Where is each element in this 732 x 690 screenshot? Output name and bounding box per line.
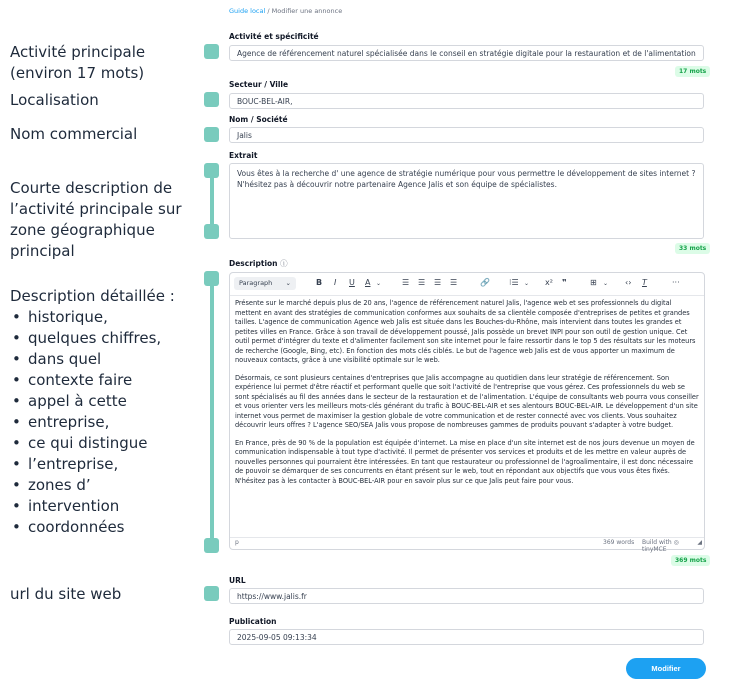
annotation-item: • l’entreprise, — [24, 454, 175, 475]
activite-input[interactable]: Agence de référencement naturel spécialisée dans le conseil en stratégie digitale pour la restauration et de l'alimentation — [229, 45, 704, 61]
justify-icon[interactable]: ☰ — [450, 278, 458, 287]
annotation-activite-line2: (environ 17 mots) — [10, 64, 145, 82]
bullet-list-icon[interactable]: ⁝☰ — [509, 278, 519, 287]
annotation-extrait-line1: Courte description de — [10, 179, 173, 197]
table-icon[interactable]: ⊞ — [590, 278, 597, 287]
chevron-down-icon[interactable]: ⌄ — [524, 280, 530, 287]
description-editor[interactable] — [229, 272, 705, 553]
annotation-item: • dans quel — [24, 349, 175, 370]
publication-input[interactable]: 2025-09-05 09:13:34 — [229, 629, 704, 645]
annotation-item: • historique, — [24, 307, 175, 328]
info-icon[interactable]: ⓘ — [280, 259, 288, 268]
breadcrumb-home-link[interactable]: Guide local — [229, 7, 266, 15]
tinymce-logo-icon: ◎ — [673, 539, 679, 546]
url-label: URL — [229, 576, 246, 585]
editor-toolbar — [230, 273, 704, 296]
breadcrumb-current: Modifier une annonce — [271, 7, 343, 15]
bold-icon[interactable]: B — [316, 278, 323, 287]
marker-description-end — [204, 538, 219, 553]
annotation-item: • ce qui distingue — [24, 433, 175, 454]
superscript-icon[interactable]: x² — [545, 278, 553, 287]
extrait-line1: Vous êtes à la recherche d' une agence de stratégie numérique pour vous permettre le développement de sites internet ? — [237, 169, 696, 178]
breadcrumb — [229, 7, 342, 15]
nom-label: Nom / Société — [229, 115, 288, 124]
extrait-line2: N'hésitez pas à découvrir notre partenaire Agence Jalis et son équipe de spécialistes. — [237, 180, 557, 189]
branding-name: tinyMCE — [642, 546, 667, 553]
more-icon[interactable]: ··· — [672, 278, 680, 287]
annotation-item: • contexte faire — [24, 370, 175, 391]
annotation-item: • zones d’ — [24, 475, 175, 496]
marker-extrait-bar — [210, 170, 214, 230]
annotation-description-list — [10, 307, 175, 538]
description-paragraph-1: Présente sur le marché depuis plus de 20 ans, l'agence de référencement naturel Jalis, l'agence web et ses professionnels du digital mettent en avant des stratégies de communication conformes aux souhaits de sa clientèle composée d'entreprises de petites et grandes tailles. L'agence de communication Agence web Jalis est située dans les Bouches-du-Rhône, mais intervient dans toutes les grandes et petites villes en France. Grâce à son travail de développement poussé, Jalis possède un brevet INPI pour son outil de gestion unique. Cet outil permet d'intégrer du texte et d'alimenter facilement son site internet pour le faire ressortir dans le top 5 des résultats sur les moteurs de recherche (Google, Bing, etc). En fonction des mots clés ciblés. Le but de l'agence web Jalis est de vous apporter un maximum de nouveaux contacts, grâce à une visibilité optimale sur le web. — [235, 299, 696, 364]
annotation-item: • appel à cette — [24, 391, 175, 412]
italic-icon[interactable]: I — [334, 278, 337, 287]
annotation-item: • entreprise, — [24, 412, 175, 433]
annotation-description-title: Description détaillée : — [10, 287, 175, 305]
breadcrumb-separator: / — [267, 7, 270, 15]
secteur-label: Secteur / Ville — [229, 80, 289, 89]
annotation-extrait-line4: principal — [10, 242, 75, 260]
marker-localisation — [204, 92, 219, 107]
description-paragraph-2: Désormais, ce sont plusieurs centaines d'entreprises que Jalis accompagne au quotidien dans leur stratégie de référencement. Son expérience lui permet d'être réactif et performant quelle que soit l'activité de l'entreprise que vous gérez. Ces professionnels du web se sont spécialisés au fil des années dans le secteur de la restauration et de l'alimentation. L'équipe de consultants web pourra vous conseiller et vous orienter vers les meilleurs mots-clés générant du trafic à BOUC-BEL-AIR et ses alentours BOUC-BEL-AIR. Le développement d'un site internet vous permet de maximiser la gestion globale de votre communication et de rester connecté avec vos clients. Vous souhaitez découvrir leurs offres ? L'agence SEO/SEA Jalis vous propose de nombreuses gammes de produits pouvant s'adapter à votre budget. — [235, 373, 699, 429]
marker-extrait-end — [204, 224, 219, 239]
extrait-word-count-badge: 33 mots — [675, 243, 710, 254]
align-center-icon[interactable]: ☰ — [418, 278, 426, 287]
marker-url — [204, 586, 219, 601]
annotation-localisation: Localisation — [10, 91, 99, 109]
marker-activite — [204, 44, 219, 59]
word-count: 369 words — [603, 539, 635, 546]
code-icon[interactable]: ‹› — [625, 278, 632, 287]
extrait-label: Extrait — [229, 151, 258, 160]
secteur-input[interactable]: BOUC-BEL-AIR, — [229, 93, 704, 109]
description-label — [229, 258, 288, 269]
align-left-icon[interactable]: ☰ — [402, 278, 410, 287]
annotation-extrait — [10, 178, 182, 262]
text-color-icon[interactable]: A — [365, 278, 371, 287]
publication-label: Publication — [229, 617, 277, 626]
clear-format-icon[interactable]: T — [642, 278, 647, 287]
underline-icon[interactable]: U — [349, 278, 355, 287]
annotation-activite-line1: Activité principale — [10, 43, 146, 61]
marker-nom — [204, 127, 219, 142]
annotation-item: • coordonnées — [24, 517, 175, 538]
annotation-item: • intervention — [24, 496, 175, 517]
annotation-item: • quelques chiffres, — [24, 328, 175, 349]
annotation-nom: Nom commercial — [10, 125, 138, 143]
quote-icon[interactable]: ❞ — [562, 278, 567, 287]
paragraph-format-select[interactable] — [234, 277, 296, 290]
tinymce-branding[interactable] — [642, 539, 704, 553]
align-right-icon[interactable]: ☰ — [434, 278, 442, 287]
description-label-text: Description — [229, 259, 278, 268]
annotation-extrait-line3: zone géographique — [10, 221, 155, 239]
marker-description-bar — [210, 278, 214, 543]
modifier-button[interactable]: Modifier — [626, 658, 706, 679]
chevron-down-icon: ⌄ — [285, 279, 291, 287]
editor-statusbar — [230, 537, 704, 553]
branding-text: Build with — [642, 539, 672, 546]
editor-content[interactable] — [230, 296, 704, 497]
activite-label: Activité et spécificité — [229, 32, 319, 41]
description-word-count-badge: 369 mots — [671, 555, 710, 566]
url-input[interactable]: https://www.jalis.fr — [229, 588, 704, 604]
activite-word-count-badge: 17 mots — [675, 66, 710, 77]
chevron-down-icon[interactable]: ⌄ — [603, 280, 609, 287]
extrait-textarea[interactable] — [229, 163, 704, 239]
element-path[interactable]: p — [235, 539, 239, 546]
annotation-extrait-line2: l’activité principale sur — [10, 200, 182, 218]
nom-input[interactable]: Jalis — [229, 127, 704, 143]
annotation-description — [10, 286, 175, 538]
resize-handle-icon[interactable]: ◢ — [697, 539, 702, 546]
paragraph-format-label: Paragraph — [239, 279, 273, 287]
annotation-url: url du site web — [10, 585, 122, 603]
description-paragraph-3: En France, près de 90 % de la population est équipée d'internet. La mise en place d'un site internet est de nos jours devenue un moyen de communication indispensable à tout type d'activité. Il permet de présenter vos services et produits et de les mettre en valeur auprès de nouvelles personnes qui pourraient être intéressées. En tant que restaurateur ou professionnel de l'agroalimentaire, il est donc nécessaire de pouvoir se démarquer de ses concurrents en étant présent sur le web, tout en répondant aux objectifs que vous vous êtes fixés. N'hésitez pas à les contacter à BOUC-BEL-AIR pour en savoir plus sur ce que Jalis peut faire pour vous. — [235, 438, 695, 485]
annotation-activite — [10, 42, 145, 84]
chevron-down-icon[interactable]: ⌄ — [376, 280, 382, 287]
link-icon[interactable]: 🔗 — [480, 278, 490, 287]
